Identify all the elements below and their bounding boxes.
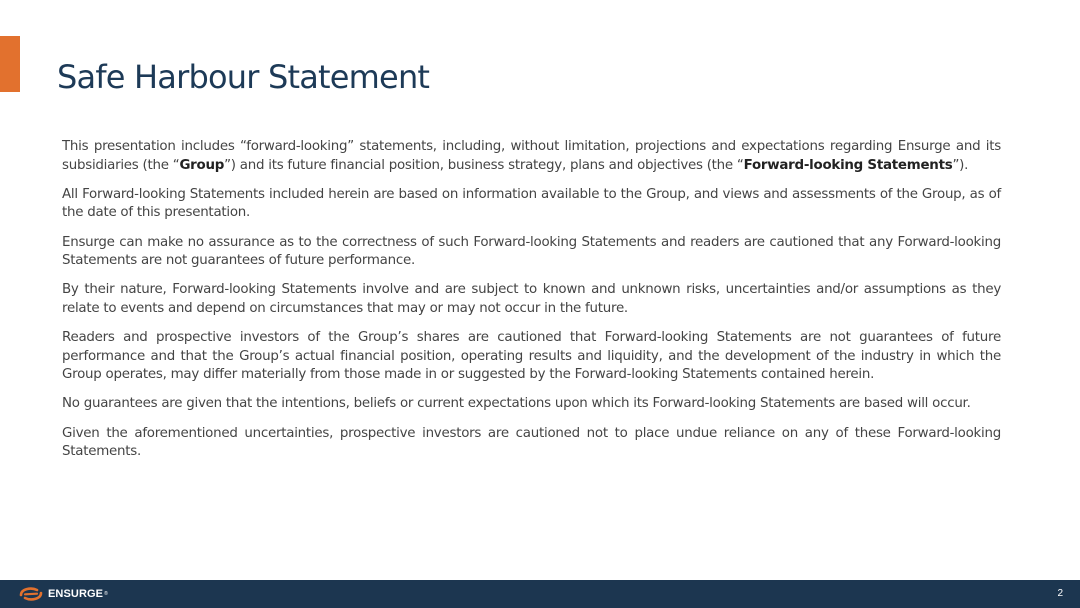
paragraph-risks: By their nature, Forward-looking Statements involve and are subject to known and unknown risks, uncertainties and/or assumptions as they relate to events and depend on circumstances that may or may not occur in the future.: [62, 282, 1001, 316]
ensurge-logo: [18, 586, 108, 602]
page-title: Safe Harbour Statement: [57, 58, 430, 96]
paragraph-undue-reliance: Given the aforementioned uncertainties, prospective investors are cautioned not to place undue reliance on any of these Forward-looking Statements.: [62, 425, 1001, 460]
paragraph-no-assurance: Ensurge can make no assurance as to the correctness of such Forward-looking Statements and readers are cautioned that any Forward-looking Statements are not guarantees of future performance.: [62, 234, 1001, 269]
ensurge-swirl-icon: [18, 586, 44, 602]
logo-wordmark: ENSURGE: [48, 588, 104, 600]
title-accent-bar: [0, 36, 20, 92]
logo-trademark: ®: [104, 591, 108, 597]
bold-forward-looking-term: Forward-looking Statements: [743, 157, 953, 173]
page-number: 2: [1057, 588, 1063, 599]
paragraph-information-basis: All Forward-looking Statements included herein are based on information available to the Group, and views and assessments of the Group, as of the date of this presentation.: [62, 186, 1001, 221]
paragraph-no-guarantees: No guarantees are given that the intentions, beliefs or current expectations upon which its Forward-looking Statements are based will occur.: [62, 396, 971, 412]
bold-group-term: Group: [179, 157, 225, 173]
footer-bar: [0, 580, 1080, 608]
paragraph-readers-cautioned: Readers and prospective investors of the Group’s shares are cautioned that Forward-looking Statements are not guarantees of future performance and that the Group’s actual financial position, operating results and liquidity, and the development of the industry in which the Group operates, may differ materially from those made in or suggested by the Forward-looking Statements contained herein.: [62, 330, 1001, 383]
paragraph-forward-looking: This presentation includes “forward-looking” statements, including, without limitation, projections and expectations regarding Ensurge and its subsidiaries (the “Group”) and its future financial position, business strategy, plans and objectives (the “Forward-looking Statements”).: [62, 139, 1001, 173]
disclaimer-body: [62, 138, 1001, 473]
